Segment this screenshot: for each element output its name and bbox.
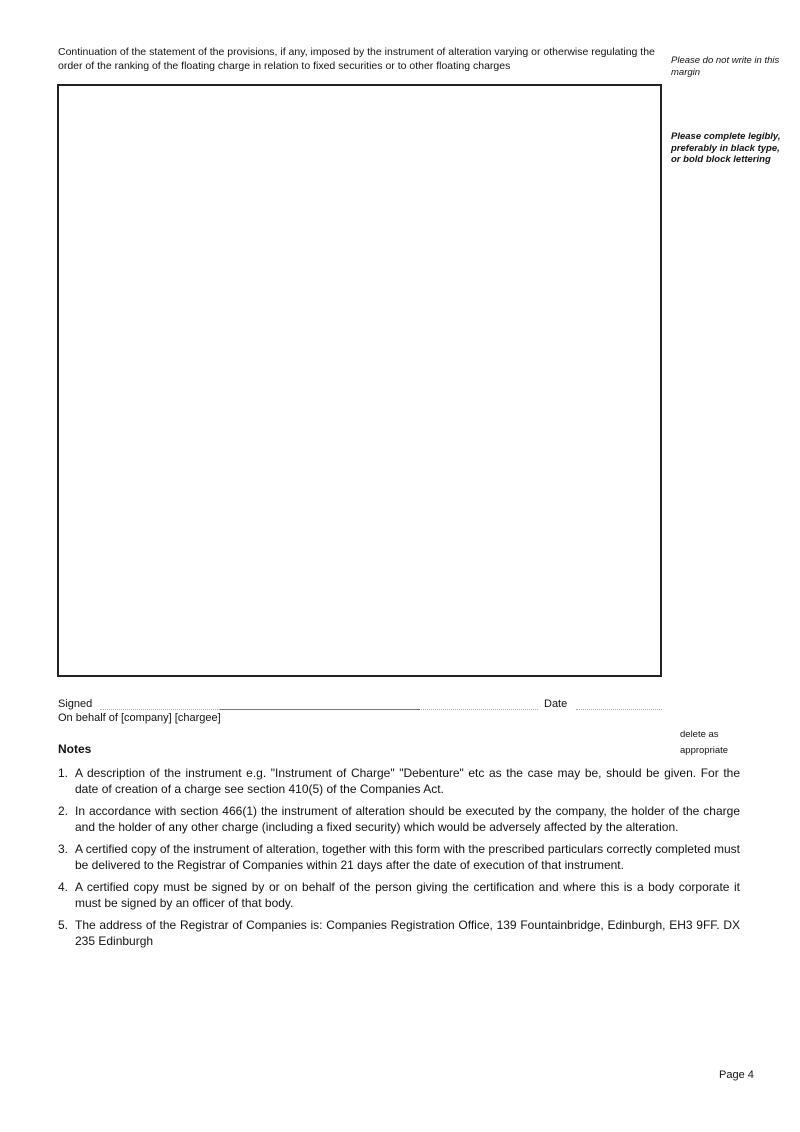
note-item xyxy=(58,803,740,835)
note-item xyxy=(58,841,740,873)
date-label: Date xyxy=(544,698,568,710)
signed-label: Signed xyxy=(58,698,93,710)
notes-list xyxy=(58,765,740,955)
statement-instructions: Continuation of the statement of the provisions, if any, imposed by the instrument of alteration varying or otherwise regulating the order of the ranking of the floating charge in relation to fixed securities or to other floating charges xyxy=(58,46,655,72)
note-number: 3. xyxy=(58,842,69,856)
note-number: 5. xyxy=(58,918,69,932)
note-number: 4. xyxy=(58,880,69,894)
on-behalf-label: On behalf of [company] [chargee] xyxy=(58,712,221,724)
note-item xyxy=(58,879,740,911)
note-number: 1. xyxy=(58,766,69,780)
statement-entry-box[interactable] xyxy=(57,84,662,677)
note-text: A certified copy of the instrument of alteration, together with this form with the prescribed particulars correctly completed must be delivered to the Registrar of Companies within 21 days after the date of execution of that instrument. xyxy=(75,842,740,872)
note-text: The address of the Registrar of Companies is: Companies Registration Office, 139 Fountainbridge, Edinburgh, EH3 9FF. DX 235 Edinburgh xyxy=(75,918,740,948)
notes-heading: Notes xyxy=(58,742,92,756)
date-field[interactable] xyxy=(576,709,662,710)
note-item xyxy=(58,917,740,949)
note-text: A certified copy must be signed by or on behalf of the person giving the certification and where this is a body corporate it must be signed by an officer of that body. xyxy=(75,880,740,910)
note-number: 2. xyxy=(58,804,69,818)
margin-warning: Please do not write in this margin xyxy=(671,55,780,78)
note-text: A description of the instrument e.g. "Instrument of Charge" "Debenture" etc as the case may be, should be given. For the date of creation of a charge see section 410(5) of the Companies Act. xyxy=(75,766,740,796)
signature-line-segment xyxy=(220,709,420,710)
page-number: Page 4 xyxy=(719,1069,754,1081)
completion-instruction: Please complete legibly, preferably in black type, or bold block lettering xyxy=(671,131,781,165)
delete-as-appropriate-note: delete as appropriate xyxy=(680,729,729,756)
note-text: In accordance with section 466(1) the instrument of alteration should be executed by the company, the holder of the charge and the holder of any other charge (including a fixed security) which would be adversely affected by the alteration. xyxy=(75,804,740,834)
note-item xyxy=(58,765,740,797)
